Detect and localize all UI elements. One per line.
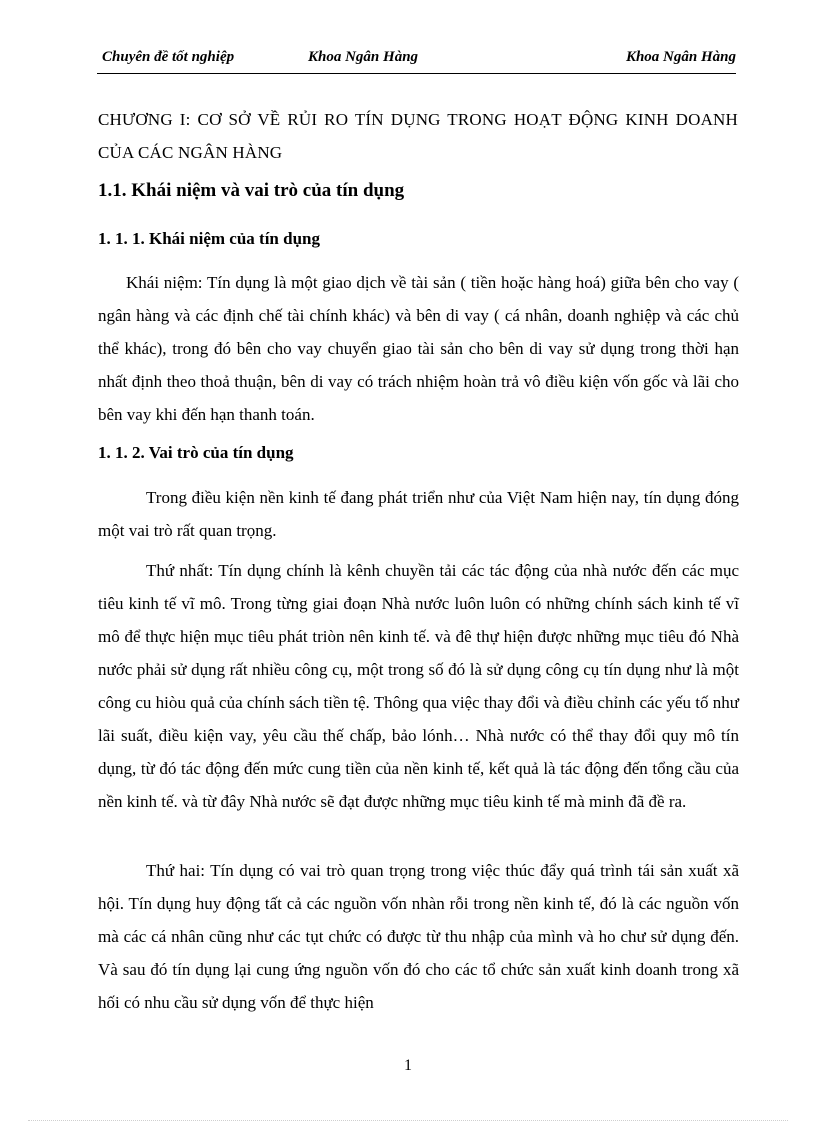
paragraph-first-role: Thứ nhất: Tín dụng chính là kênh chuyền tải các tác động của nhà nước đến các mục tiêu kinh tế vĩ mô. Trong từng giai đoạn Nhà nước luôn luôn có những chính sách kinh tế vĩ mô để thực hiện mục tiêu phát triòn nên kinh tế. và đê thự hiện được những mục tiêu đó Nhà nước phải sử dụng rất nhiều công cụ, một trong số đó là sử dụng công cụ tín dụng như là một công cu hiòu quả của chính sách tiền tệ. Thông qua việc thay đổi và điều chỉnh các yếu tố như lãi suất, điều kiện vay, yêu cầu thế chấp, bảo lónh… Nhà nước có thể thay đổi quy mô tín dụng, từ đó tác động đến mức cung tiền của nền kinh tế, kết quả là tác động đến tổng cầu của nền kinh tế. và từ đây Nhà nước sẽ đạt được những mục tiêu kinh tế mà minh đã đề ra. xyxy=(98,561,739,811)
section-heading-1-1: 1.1. Khái niệm và vai trò của tín dụng xyxy=(98,180,405,201)
paragraph-second-role: Thứ hai: Tín dụng có vai trò quan trọng trong việc thúc đẩy quá trình tái sản xuất xã hội. Tín dụng huy động tất cả các nguồn vốn nhàn rỗi trong nền kinh tế, đó là các nguồn vốn mà các cá nhân cũng như các tụt chức có được từ thu nhập của mình và ho chư sử dụng đến. Và sau đó tín dụng lại cung ứng nguồn vốn đó cho các tổ chức sản xuất kinh doanh trong xã hối có nhu cầu sử dụng vốn để thực hiện xyxy=(98,861,739,1012)
page-header xyxy=(100,49,736,73)
header-middle-text: Khoa Ngân Hàng xyxy=(308,49,419,65)
section-heading-1-1-1: 1. 1. 1. Khái niệm của tín dụng xyxy=(98,229,320,248)
section-heading-1-1-2: 1. 1. 2. Vai trò của tín dụng xyxy=(98,443,294,462)
paragraph-intro: Trong điều kiện nền kinh tế đang phát triển như của Việt Nam hiện nay, tín dụng đóng một vai trò rất quan trọng. xyxy=(98,488,739,540)
header-right-text: Khoa Ngân Hàng xyxy=(625,49,736,65)
chapter-title: CHƯƠNG I: CƠ SỞ VỀ RỦI RO TÍN DỤNG TRONG HOẠT ĐỘNG KINH DOANH CỦA CÁC NGÂN HÀNG xyxy=(98,110,738,162)
page-bottom-border xyxy=(28,1120,788,1121)
page-number: 1 xyxy=(404,1057,412,1074)
header-divider xyxy=(97,73,736,74)
paragraph-definition: Khái niệm: Tín dụng là một giao dịch về tài sản ( tiền hoặc hàng hoá) giữa bên cho vay ( ngân hàng và các định chế tài chính khác) và bên di vay ( cá nhân, doanh nghiệp và các chủ thể khác), trong đó bên cho vay chuyển giao tài sản cho bên di vay sử dụng trong thời hạn nhất định theo thoả thuận, bên di vay có trách nhiệm hoàn trả vô điều kiện vốn gốc và lãi cho bên vay khi đến hạn thanh toán. xyxy=(98,273,739,424)
header-left-text: Chuyên đề tốt nghiệp xyxy=(102,49,235,65)
